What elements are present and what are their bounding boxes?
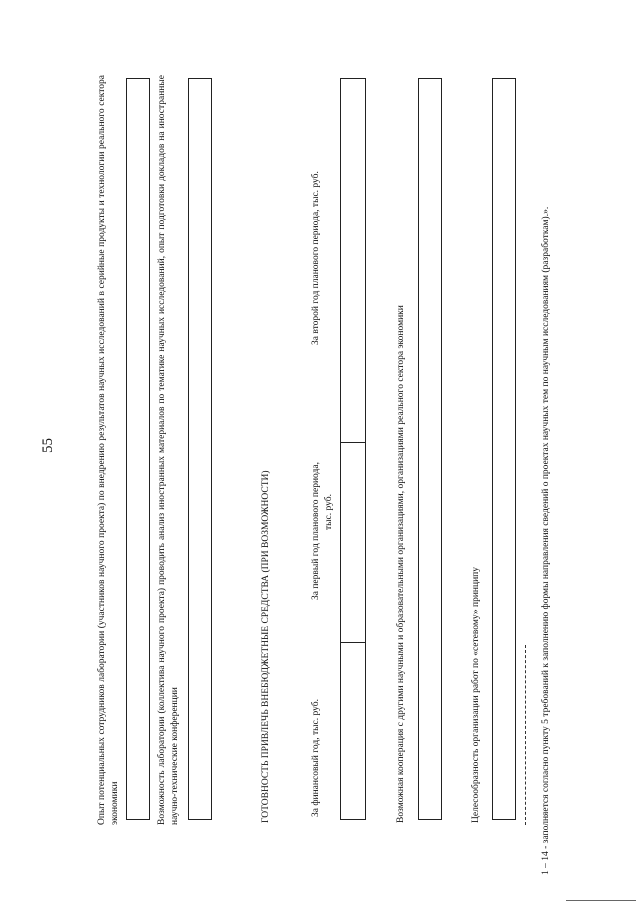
scan-edge-mark — [566, 900, 636, 901]
funds-divider-2 — [340, 442, 366, 443]
network-principle-field[interactable] — [492, 78, 516, 820]
funds-financial-year-input[interactable] — [341, 644, 363, 819]
col-second-plan-year: За второй год планового периода, тыс. руб. — [311, 171, 321, 345]
foreign-materials-label: Возможность лаборатории (коллектива научного проекта) проводить анализ иностранных материалов по тематике научных исследований, опыт подготовки докладов на иностранные научно-технические конференции — [157, 75, 180, 825]
col-first-plan-year-1: За первый год планового периода, — [311, 462, 321, 600]
extrabudget-heading: ГОТОВНОСТЬ ПРИВЛЕЧЬ ВНЕБЮДЖЕТНЫЕ СРЕДСТВА (ПРИ ВОЗМОЖНОСТИ) — [261, 470, 271, 823]
experience-label: Опыт потенциальных сотрудников лаборатории (участников научного проекта) по внедрению результатов научных исследований в серийные продукты и технологии реального сектора экономики — [97, 75, 120, 825]
funds-divider-1 — [340, 642, 366, 643]
funds-second-plan-year-input[interactable] — [341, 81, 363, 442]
network-principle-label: Целесообразность организации работ по «сетевому» принципу — [471, 566, 481, 823]
col-first-plan-year-2: тыс. руб. — [324, 494, 334, 530]
cooperation-label: Возможная кооперация с другими научными и образовательными организациями, организациями реального сектора экономики — [396, 305, 406, 823]
experience-field[interactable] — [126, 78, 150, 820]
footnote-separator — [525, 645, 526, 825]
cooperation-field[interactable] — [418, 78, 442, 820]
col-financial-year: За финансовый год, тыс. руб. — [311, 699, 321, 817]
funds-first-plan-year-input[interactable] — [341, 444, 363, 642]
footnote-text: 1 – 14 - заполняется согласно пункту 5 требований к заполнению формы направления сведений о проектах научных тем по научным исследованиям (разработкам).». — [541, 206, 551, 875]
page-number: 55 — [40, 438, 56, 453]
foreign-materials-field[interactable] — [188, 78, 212, 820]
